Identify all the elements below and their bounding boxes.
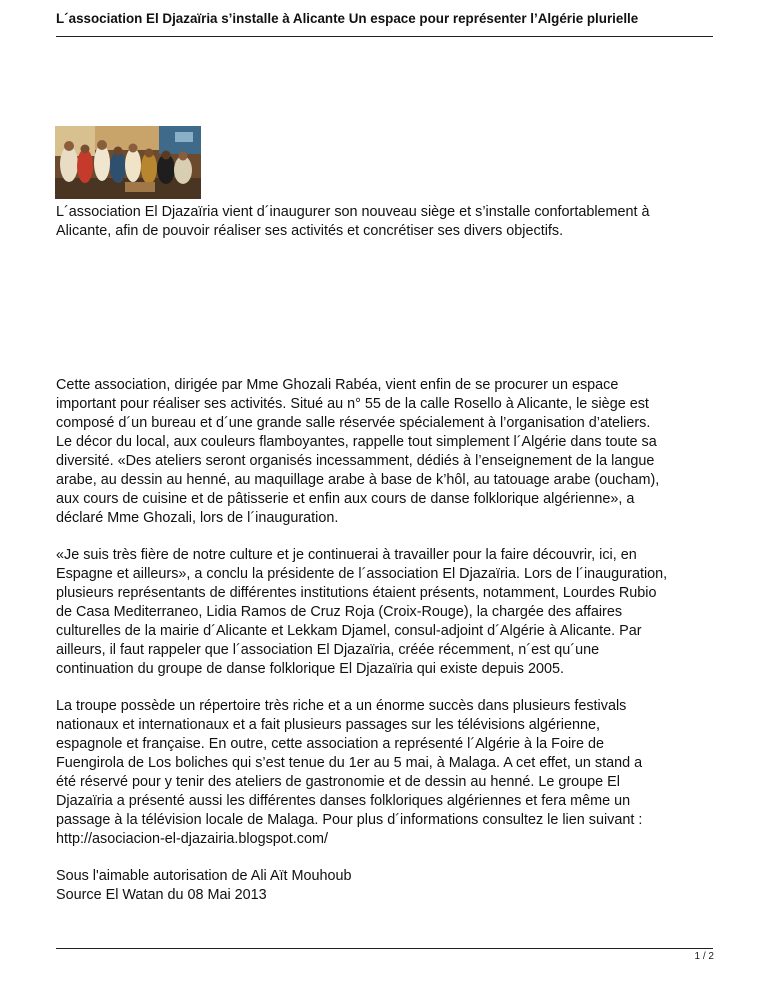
header-divider [56, 36, 713, 37]
page-number: 1 / 2 [694, 951, 714, 962]
article-body [56, 376, 721, 923]
body-paragraph-3: La troupe possède un répertoire très riche et a un énorme succès dans plusieurs festivals nationaux et internationaux et a fait plusieurs passages sur les télévisions algérienne, espagnole et française. En outre, cette association a représenté l´Algérie à la Foire de Fuengirola de Los boliches qui s’est tenue du 1er au 5 mai, à Malaga. A cet effet, un stand a été réservé pour y tenir des ateliers de gastronomie et de dessin au henné. Le groupe El Djazaïria a présenté aussi les différentes danses folkloriques algériennes et fera même un passage à la télévision locale de Malaga. Pour plus d´informations consultez le lien suivant : http://asociacion-el-djazairia.blogspot.com/ [56, 698, 643, 847]
page-title: L´association El Djazaïria s’installe à Alicante Un espace pour représenter l’Algérie plurielle [56, 11, 639, 26]
body-paragraph-2: «Je suis très fière de notre culture et je continuerai à travailler pour la faire découvrir, ici, en Espagne et ailleurs», a conclu la présidente de l´association El Djazaïria. Lors de l´inauguration, plusieurs représentants de différentes institutions étaient présents, notamment, Lourdes Rubio de Casa Mediterraneo, Lidia Ramos de Cruz Roja (Croix-Rouge), la chargée des affaires culturelles de la mairie d´Alicante et Lekkam Djamel, consul-adjoint d´Algérie à Alicante. Par ailleurs, il faut rappeler que l´association El Djazaïria, créée récemment, n´est qu´une continuation du groupe de danse folklorique El Djazaïria qui existe depuis 2005. [56, 547, 668, 677]
article-photo [55, 126, 201, 199]
body-paragraph-1: Cette association, dirigée par Mme Ghozali Rabéa, vient enfin de se procurer un espace important pour réaliser ses activités. Situé au n° 55 de la calle Rosello à Alicante, le siège est composé d´un bureau et d´une grande salle réservée spécialement à l’organisation d’ateliers. Le décor du local, aux couleurs flamboyantes, rappelle tout simplement l´Algérie dans toute sa diversité. «Des ateliers seront organisés incessamment, dédiés à l’enseignement de la langue arabe, au dessin au henné, au maquillage arabe à base de k’hôl, au tatouage arabe (oucham), aux cours de cuisine et de pâtisserie et enfin aux cours de danse folklorique algérienne», a déclaré Mme Ghozali, lors de l´inauguration. [56, 377, 660, 526]
intro-paragraph: L´association El Djazaïria vient d´inaugurer son nouveau siège et s’installe confortablement à Alicante, afin de pouvoir réaliser ses activités et concrétiser ses divers objectifs. [56, 204, 650, 239]
source-credit: Sous l'aimable autorisation de Ali Aït Mouhoub Source El Watan du 08 Mai 2013 [56, 868, 352, 903]
intro-text [56, 203, 721, 259]
footer-divider [56, 948, 713, 949]
